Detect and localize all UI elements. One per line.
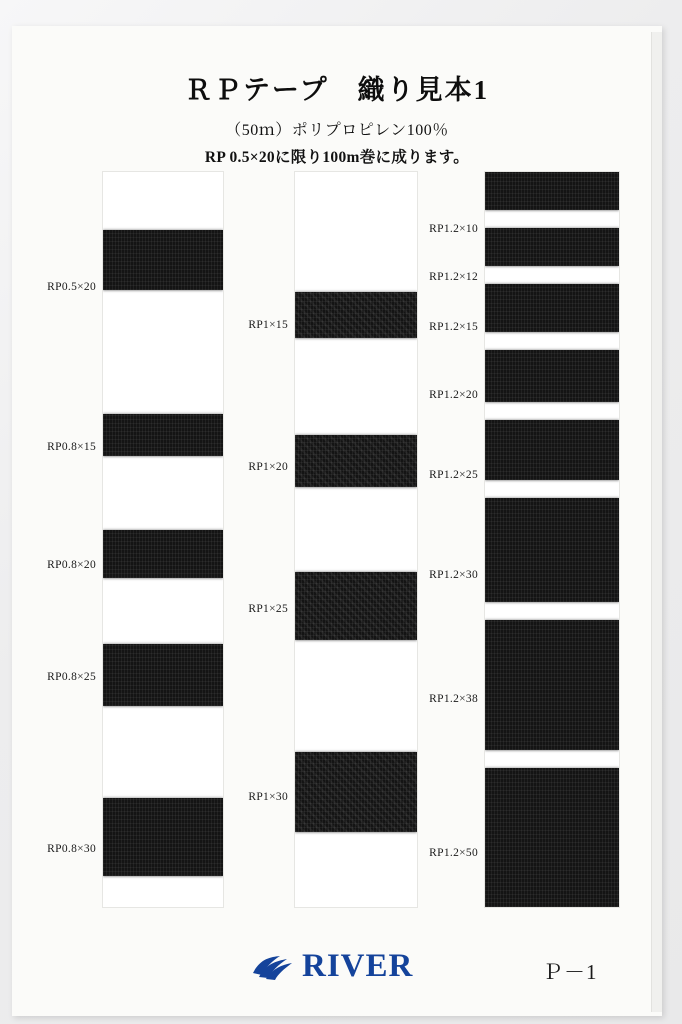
subtitle-material: （50ｍ）ポリプロピレン100％ — [225, 122, 449, 139]
swatch-label: RP1×30 — [248, 791, 288, 803]
tape-swatch — [103, 644, 223, 706]
swatch-label: RP0.5×20 — [47, 281, 96, 293]
tape-swatch — [485, 420, 619, 480]
page-title: ＲＰテープ 織り見本1 — [184, 75, 490, 105]
tape-swatch — [295, 572, 417, 640]
tape-swatch — [485, 284, 619, 332]
brand-logo — [250, 950, 413, 983]
swatch-label: RP0.8×30 — [47, 843, 96, 855]
swatch-column-3 — [484, 171, 620, 908]
tape-swatch — [103, 530, 223, 578]
swatch-label: RP1.2×20 — [429, 389, 478, 401]
swatch-column-1 — [102, 171, 224, 908]
swatch-label: RP1.2×38 — [429, 693, 478, 705]
swatch-label: RP0.8×15 — [47, 441, 96, 453]
tape-swatch — [485, 498, 619, 602]
swatch-label: RP1.2×30 — [429, 569, 478, 581]
swatch-label: RP1×20 — [248, 461, 288, 473]
page-number: Ｐ－1 — [542, 960, 598, 984]
tape-swatch — [485, 350, 619, 402]
tape-swatch — [485, 172, 619, 210]
document-header — [12, 68, 662, 167]
tape-swatch — [295, 752, 417, 832]
swatch-label: RP0.8×20 — [47, 559, 96, 571]
brand-name: RIVER — [302, 948, 414, 984]
swatch-label: RP1.2×15 — [429, 321, 478, 333]
swatch-label: RP0.8×25 — [47, 671, 96, 683]
tape-swatch — [485, 768, 619, 907]
swatch-label: RP1.2×10 — [429, 223, 478, 235]
subtitle-note: RP 0.5×20に限り100m巻に成ります。 — [204, 149, 470, 166]
swatch-label: RP1×15 — [248, 319, 288, 331]
swatch-label: RP1.2×50 — [429, 847, 478, 859]
swatch-label: RP1×25 — [248, 603, 288, 615]
river-wave-icon — [250, 953, 294, 981]
tape-swatch — [485, 620, 619, 750]
sample-card — [12, 26, 662, 1016]
swatch-label: RP1.2×25 — [429, 469, 478, 481]
tape-swatch — [103, 230, 223, 290]
swatch-label: RP1.2×12 — [429, 271, 478, 283]
tape-swatch — [103, 414, 223, 456]
tape-swatch — [103, 798, 223, 876]
card-right-edge — [651, 32, 662, 1012]
tape-swatch — [485, 228, 619, 266]
